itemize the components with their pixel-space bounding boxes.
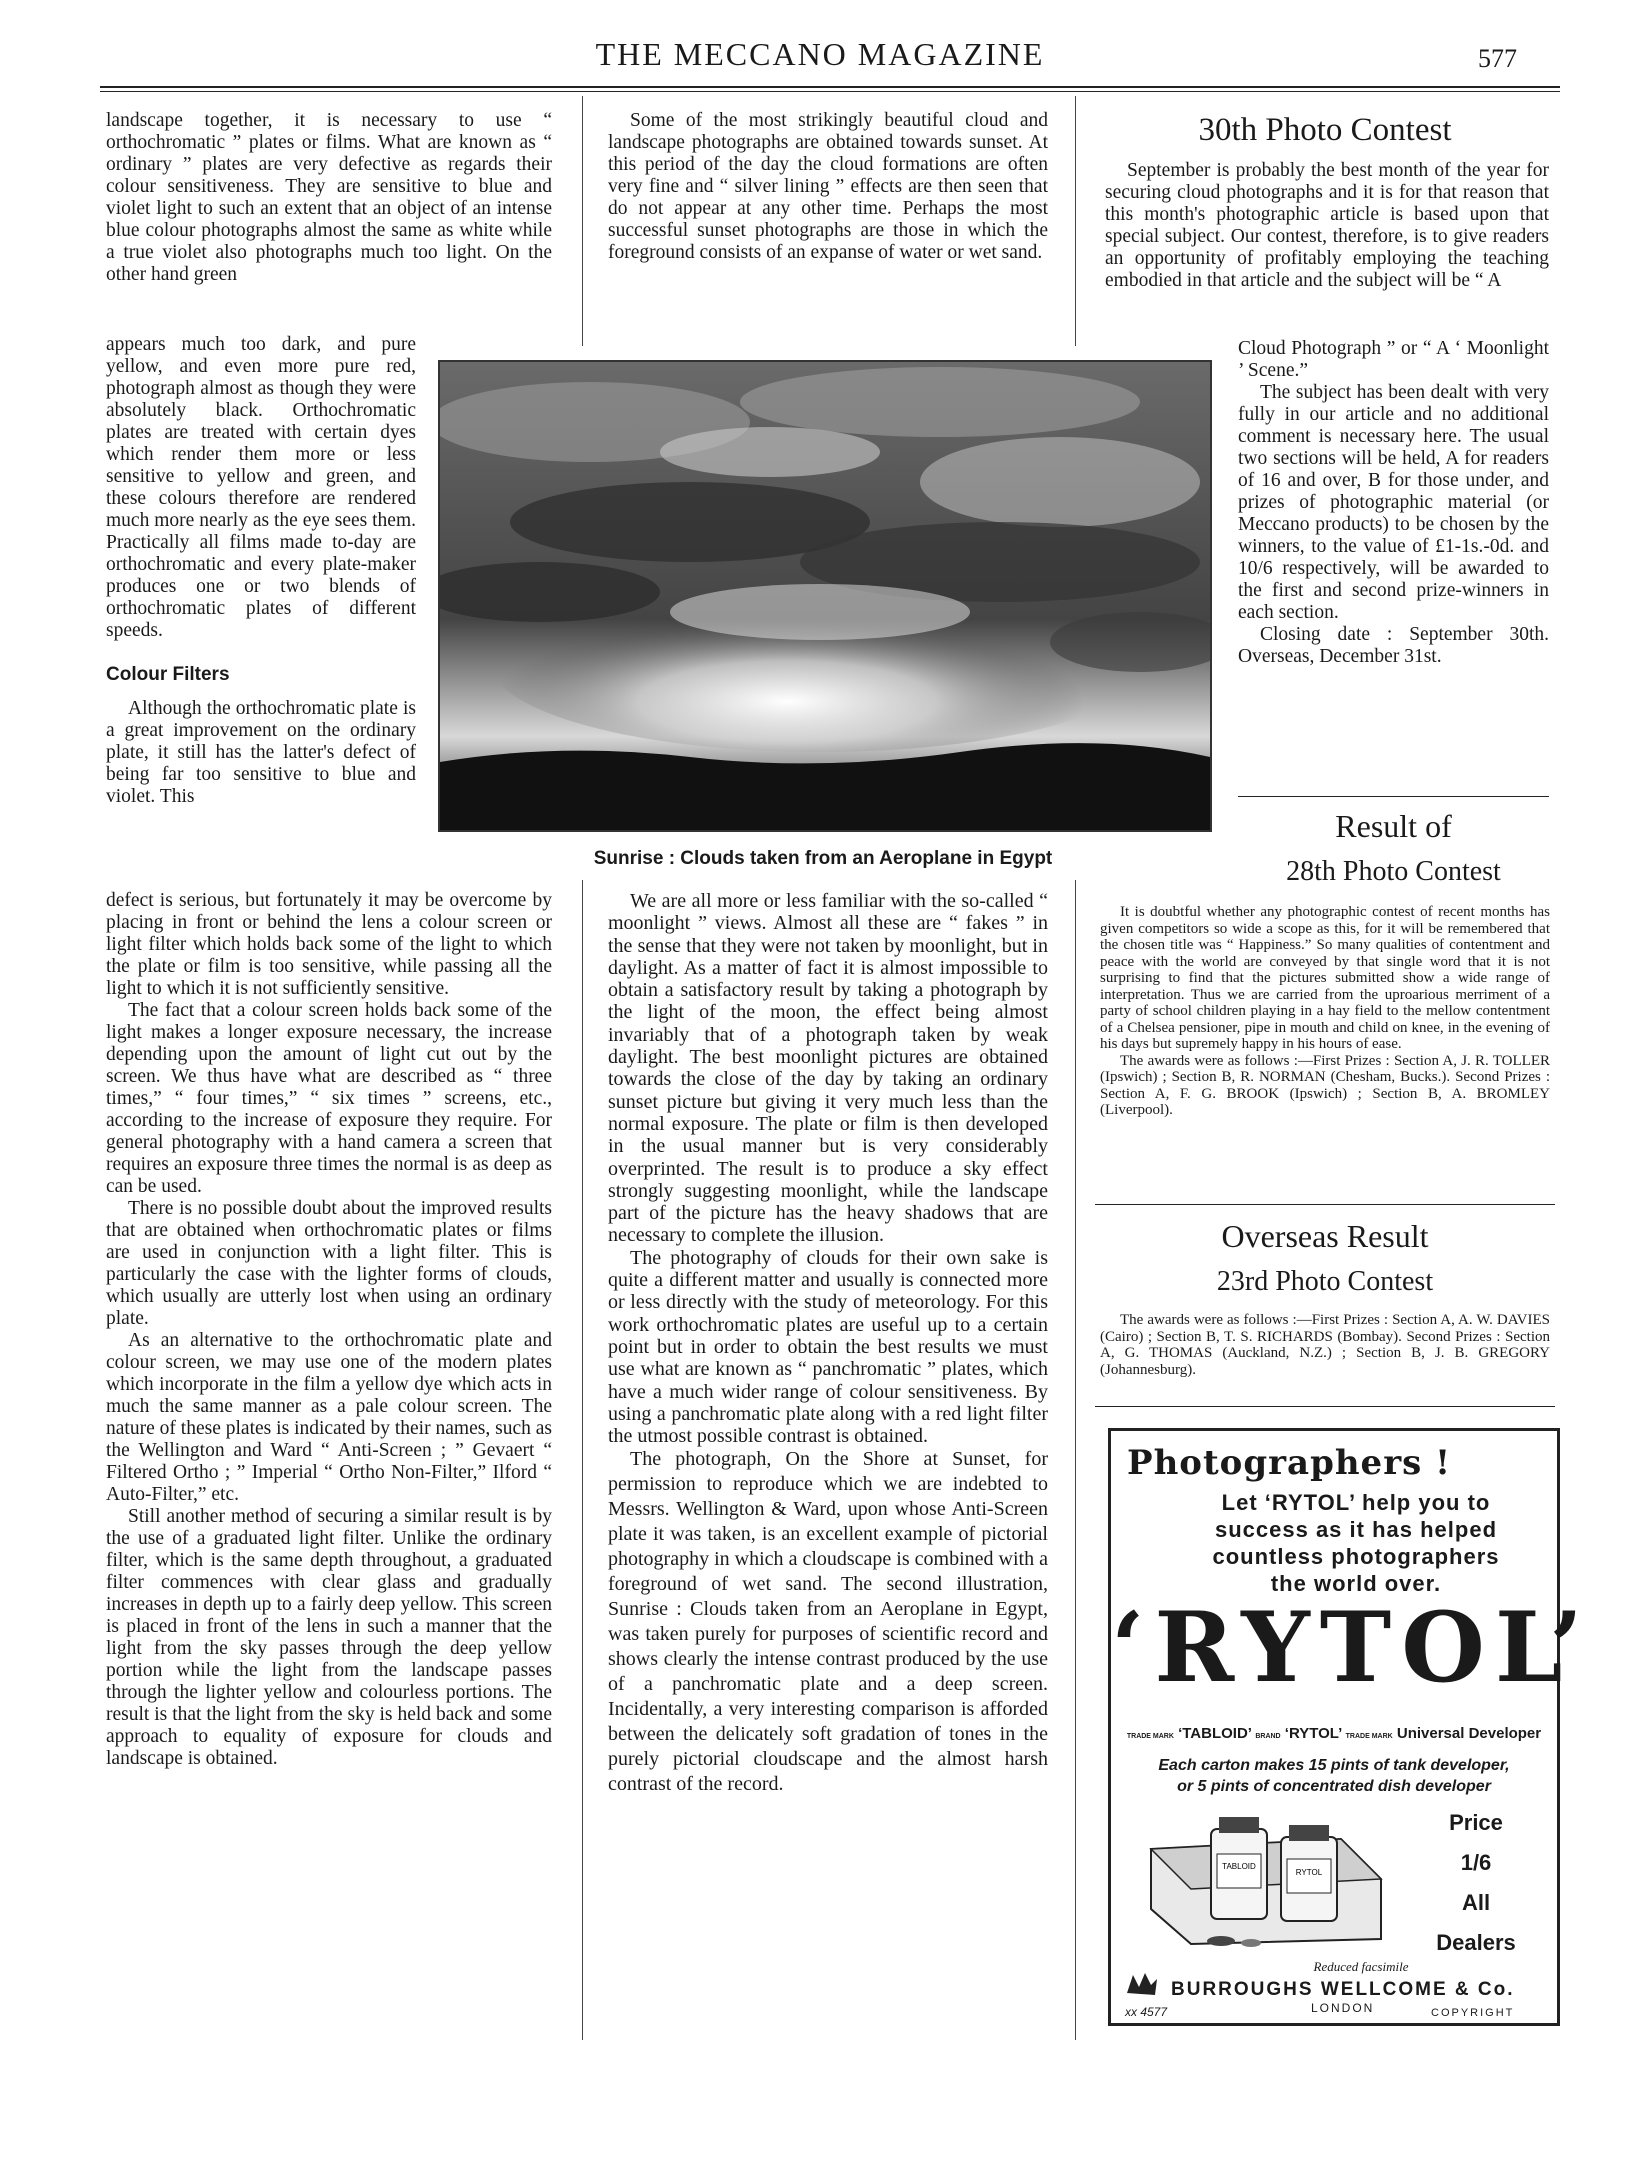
result-28-paragraph: It is doubtful whether any photographic contest of recent months has given competitors so wide a scope as this, for it will be remembered that the chosen title was “ Happiness.” So many qualities of contentment and peace with the world are conveyed by that single word that it is not surprising to find that the pictures submitted show a wide range of interpretation. Thus we are carried from the uproarious merriment of a party of school children playing in a hay field to the mellow contentment of a Chelsea pensioner, pipe in mouth and child on knee, in the evening of his days but supremely happy in his hours of ease. [1100,904,1550,1052]
ad-code: xx 4577 [1125,2005,1168,2019]
col3-paragraph-2: The subject has been dealt with very fully in our article and no additional comment is necessary here. The usual two sections will be held, A for readers of 16 and over, B for those under, and prizes of photographic material (or Meccano products) to be chosen by the winners, to the value of £1-1s.-0d. and 10/6 respectively, will be awarded to the first and second prize-winners in each section. [1238,382,1549,623]
ad-instructions [1111,1755,1557,1797]
tabloid-label: ‘TABLOID’ [1178,1725,1252,1742]
column-2-bottom [608,890,1048,1797]
price-label: Price [1449,1810,1503,1835]
col3-paragraph-3: Closing date : September 30th. Overseas, December 31st. [1238,624,1549,667]
result-title: Result of [1335,808,1452,844]
ad-product-line [1111,1725,1557,1742]
trade-mark-1: TRADE MARK [1126,1733,1174,1740]
photo-image [440,362,1210,830]
col1-paragraph-1b: appears much too dark, and pure yellow, and even more pure red, photograph almost as though they were absolutely black. Orthochromatic plates are treated with certain dyes which render them more or less sensitive to yellow and green, and these colours therefore are rendered much more nearly as the eye sees them. Practically all films made to-day are orthochromatic and every plate-maker produces one or two blends of orthochromatic plates of different speeds. [106,334,416,641]
col1-paragraph-4: There is no possible doubt about the improved results that are obtained when orthochromatic plates or films are used in conjunction with a light filter. This is particularly the case with the lighter forms of clouds, which usually are utterly lost when using an ordinary plate. [106,1198,552,1329]
result-subtitle: 28th Photo Contest [1286,856,1501,887]
column-divider-1 [582,96,583,346]
ad-city: LONDON [1311,2001,1375,2015]
column-3-wrap [1238,338,1549,668]
overseas-subtitle: 23rd Photo Contest [1216,1266,1434,1297]
col1-paragraph-6: Still another method of securing a similar result is by the use of a graduated light filter. Unlike the ordinary filter, which is the same depth throughout, a graduated filter commences with clear glass and gradually increases in depth up to a fairly deep yellow. This screen is placed in front of the lens in such a manner that the light from the sky passes through the deep yellow portion while the light from the landscape passes through the lighter yellow and colourless portions. The result is that the light from the sky is held back and some approach to equality of exposure for clouds and landscape is obtained. [106,1506,552,1769]
col1-paragraph-1: landscape together, it is necessary to use “ orthochromatic ” plates or films. What are known as “ ordinary ” plates are very defective as regards their colour sensitiveness. They are sensitive to blue and violet light to such an extent that an object of an intense blue colour photographs almost the same as white while a true violet also photographs much too light. On the other hand green [106,110,552,285]
header-rule-thin [100,91,1560,92]
column-1-lower [106,890,552,1770]
column-3-top [1105,160,1549,292]
universal-developer: Universal Developer [1396,1725,1542,1742]
trade-mark-2: TRADE MARK [1345,1733,1393,1740]
col2-paragraph-1: Some of the most strikingly beautiful cloud and landscape photographs are obtained towards sunset. At this period of the day the cloud formations are often very fine and “ silver lining ” effects are then seen that do not appear at any other time. Perhaps the most successful sunset photographs are those in which the foreground consists of an expanse of water or wet sand. [608,110,1048,263]
contest-30-title: 30th Photo Contest [1198,112,1452,148]
column-2-top [608,110,1048,264]
jar-label-text-1: TABLOID [1222,1862,1256,1871]
ad-firm-name: BURROUGHS WELLCOME & Co. [1171,1979,1515,2000]
ad-price-block [1411,1803,1541,1963]
brand-word: BRAND [1255,1733,1281,1740]
ad-title: Photographers ! [1127,1443,1452,1483]
sunrise-clouds-photo [438,360,1212,832]
overseas-awards: The awards were as follows :—First Prizes : Section A, A. W. DAVIES (Cairo) ; Section B, T. S. RICHARDS (Bombay). Second Prizes : Section A, G. THOMAS (Auckland, N.Z.) ; Section B, J. B. GREGORY (Johannesburg). [1100,1312,1550,1378]
page-number: 577 [1478,44,1517,73]
col2-paragraph-3: The photography of clouds for their own sake is quite a different matter and usually is connected more or less directly with the study of meteorology. For this work orthochromatic plates are useful up to a certain point but in order to obtain the best results we must use what are known as “ panchromatic ” plates, which have a much wider range of colour sensitiveness. By using a panchromatic plate along with a red light filter the utmost possible contrast is obtained. [608,1246,1048,1448]
price-value: 1/6 [1460,1850,1492,1875]
dealers-label: Dealers [1436,1930,1516,1955]
col2-paragraph-4: The photograph, On the Shore at Sunset, for permission to reproduce which we are indebted to Messrs. Wellington & Ward, upon whose Anti-Screen plate it was taken, is an excellent example of pictorial photography in which a cloudscape is combined with a foreground of wet sand. The second illustration, Sunrise : Clouds taken from an Aeroplane in Egypt, was taken purely for purposes of scientific record and shows clearly the intense contrast produced by the use of a panchromatic plate and a deep screen. Incidentally, a very interesting comparison is afforded between the delicately soft gradation of tones in the purely pictorial cloudscape and the almost harsh contrast of the record. [608,1448,1048,1796]
photo-caption: Sunrise : Clouds taken from an Aeroplane in Egypt [593,848,1053,869]
header-rule [100,86,1560,88]
column-1 [106,110,552,286]
col1-paragraph-2b: defect is serious, but fortunately it may be overcome by placing in front or behind the lens a colour screen or light filter which holds back some of the light to which the plate or film is too sensitive, while passing all the light to which it is not sufficiently sensitive. [106,890,552,999]
col1-paragraph-3: The fact that a colour screen holds back some of the light makes a longer exposure necessary, the increase depending upon the amount of light cut out by the screen. We thus have what are described as “ three times,” “ four times,” “ six times ” screens, etc., according to the increase of exposure they require. For general photography with a hand camera a screen that requires an exposure three times the normal is as deep as can be used. [106,1000,552,1197]
column-divider-2b [1075,880,1076,2040]
overseas-body [1100,1312,1550,1378]
column-divider-1b [582,880,583,2040]
ad-instruction-line-2: or 5 pints of concentrated dish developer [1177,1778,1491,1795]
carton-image [1141,1809,1411,1949]
facsimile-note: Reduced facsimile [1313,1959,1409,1974]
overseas-title: Overseas Result [1221,1218,1429,1254]
column-divider-2 [1075,96,1076,346]
col1-paragraph-5: As an alternative to the orthochromatic plate and colour screen, we may use one of the modern plates which incorporate in the film a yellow dye which acts in much the same manner as a pale colour screen. The nature of these plates is indicated by their names, such as the Wellington and Ward “ Anti-Screen ; ” Gevaert “ Filtered Ortho ; ” Imperial “ Ortho Non-Filter,” Ilford “ Auto-Filter,” etc. [106,1330,552,1505]
ad-pitch: Let ‘RYTOL’ help you to success as it has helped countless photographers the world over. [1212,1490,1500,1596]
ad-brand-name: ‘RYTOL’ [1111,1591,1593,1704]
jar-label-text-2: RYTOL [1295,1868,1323,1877]
section-rule-3 [1095,1406,1555,1407]
ad-copyright: COPYRIGHT [1431,2007,1515,2019]
section-rule-1 [1238,796,1549,797]
all-label: All [1461,1890,1491,1915]
col1-paragraph-2: Although the orthochromatic plate is a great improvement on the ordinary plate, it still has the latter's defect of being far too sensitive to blue and violet. This [106,698,416,807]
ad-instruction-line-1: Each carton makes 15 pints of tank developer, [1158,1757,1510,1774]
bw-logo-icon [1125,1969,1159,1997]
section-rule-2 [1095,1204,1555,1205]
colour-filters-heading: Colour Filters [106,664,230,685]
column-1-wrap [106,334,416,808]
col3-paragraph-1b: Cloud Photograph ” or “ A ‘ Moonlight ’ Scene.” [1238,338,1549,381]
magazine-title: THE MECCANO MAGAZINE [595,36,1045,72]
rytol-advertisement [1108,1428,1593,2026]
product-illustration [1141,1809,1411,1949]
result-28-body [1100,904,1550,1119]
result-28-awards: The awards were as follows :—First Prizes : Section A, J. R. TOLLER (Ipswich) ; Section B, R. NORMAN (Chesham, Bucks.). Second Prizes : Section A, F. G. BROOK (Ipswich) ; Section B, A. BROMLEY (Liverpool). [1100,1052,1550,1118]
col3-paragraph-1: September is probably the best month of the year for securing cloud photographs and it is for that reason that this month's photographic article is based upon that special subject. Our contest, therefore, is to give readers an opportunity of profitably employing the teaching embodied in that article and the subject will be “ A [1105,160,1549,291]
rytol-small-label: ‘RYTOL’ [1284,1725,1342,1742]
col2-paragraph-2: We are all more or less familiar with the so-called “ moonlight ” views. Almost all these are “ fakes ” in the sense that they were not taken by moonlight, but in daylight. As a matter of fact it is almost impossible to obtain a satisfactory result by taking a photograph by the light of the moon, the effect being almost invariably that of a photograph taken by weak daylight. The best moonlight pictures are obtained towards the close of the day by taking an ordinary sunset picture but giving it very much less than the normal exposure. The plate or film is then developed in the usual manner but is very considerably overprinted. The result is to produce a sky effect strongly suggesting moonlight, while the landscape part of the picture has the heavy shadows that are necessary to complete the illusion. [608,890,1048,1247]
